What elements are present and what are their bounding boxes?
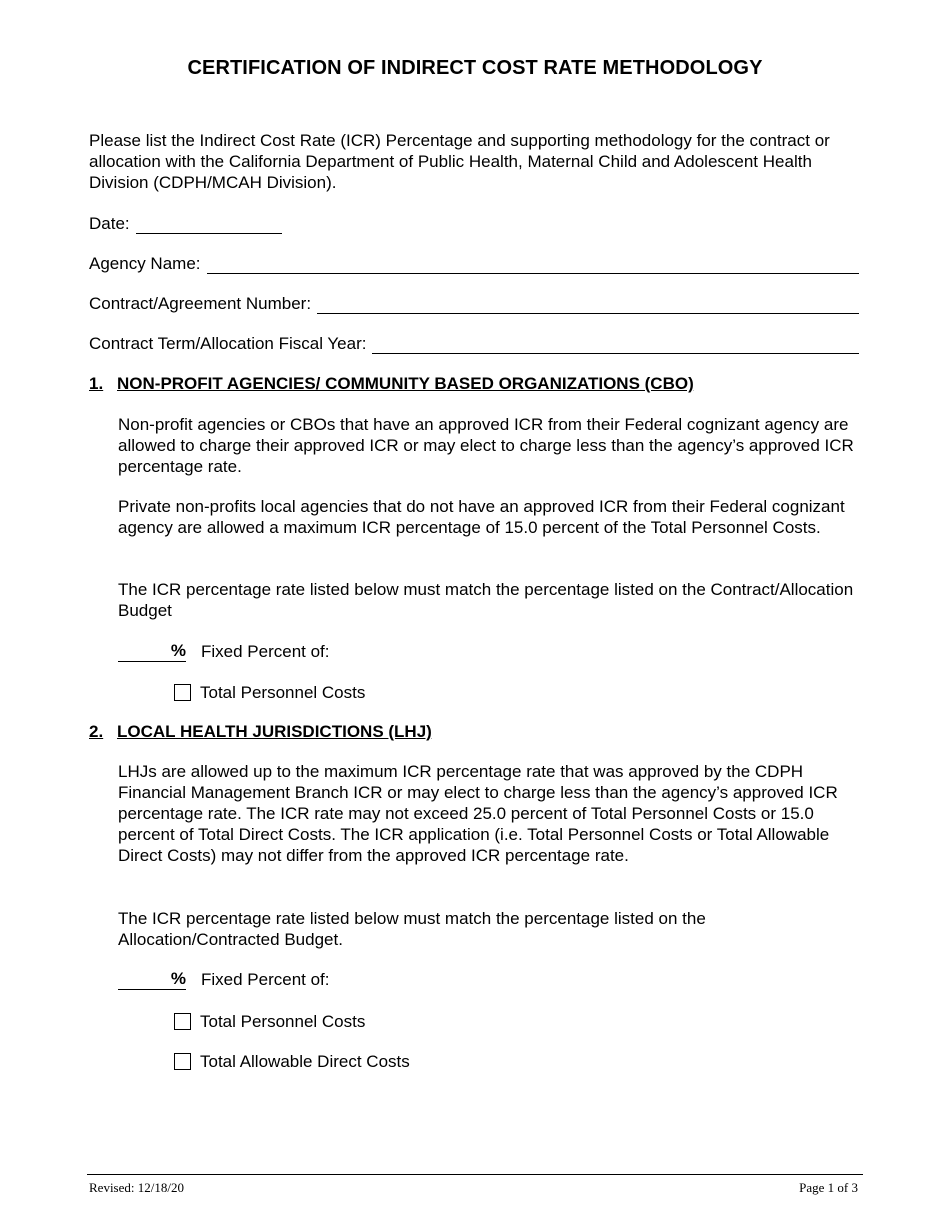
- date-field[interactable]: [136, 215, 282, 234]
- footer-page-number: Page 1 of 3: [799, 1180, 858, 1195]
- section-1-percent-row: [118, 640, 330, 662]
- section-1-personnel-label: Total Personnel Costs: [200, 682, 366, 702]
- section-1-option-personnel: [174, 681, 365, 703]
- contract-number-label: Contract/Agreement Number:: [89, 294, 312, 313]
- contract-number-field[interactable]: [317, 295, 859, 314]
- section-2-personnel-checkbox[interactable]: [174, 1013, 191, 1030]
- section-1-fixed-percent-label: Fixed Percent of:: [201, 642, 330, 661]
- section-2-option-direct-costs: [174, 1050, 410, 1072]
- section-2-percent-field[interactable]: %: [118, 968, 186, 990]
- term-field-row: [89, 332, 859, 354]
- section-1-paragraph-1: Non-profit agencies or CBOs that have an approved ICR from their Federal cognizant agency are allowed to charge their approved ICR or may elect to charge less than the agency’s approved ICR percentage rate.: [118, 415, 854, 476]
- page-title: CERTIFICATION OF INDIRECT COST RATE METHODOLOGY: [187, 57, 763, 79]
- contract-term-label: Contract Term/Allocation Fiscal Year:: [89, 334, 367, 353]
- section-2-number: 2.: [89, 722, 104, 741]
- section-2-fixed-percent-label: Fixed Percent of:: [201, 970, 330, 989]
- section-2-heading: [89, 721, 859, 742]
- section-2-direct-costs-checkbox[interactable]: [174, 1053, 191, 1070]
- section-2-personnel-label: Total Personnel Costs: [200, 1011, 366, 1031]
- footer-revised-date: Revised: 12/18/20: [89, 1180, 184, 1195]
- section-2-percent-row: [118, 968, 330, 990]
- section-2-option-personnel: [174, 1010, 365, 1032]
- section-1-percent-field[interactable]: %: [118, 640, 186, 662]
- section-1-heading: [89, 373, 859, 394]
- contract-term-field[interactable]: [372, 335, 859, 354]
- section-2-paragraph-2: The ICR percentage rate listed below must match the percentage listed on the Allocation/Contracted Budget.: [118, 909, 706, 949]
- section-2-title: LOCAL HEALTH JURISDICTIONS (LHJ): [117, 722, 432, 741]
- section-2-paragraph-1: LHJs are allowed up to the maximum ICR percentage rate that was approved by the CDPH Financial Management Branch ICR or may elect to charge less than the agency’s approved ICR percentage rate. The ICR rate may not exceed 25.0 percent of Total Personnel Costs or 15.0 percent of Total Direct Costs. The ICR application (i.e. Total Personnel Costs or Total Allowable Direct Costs) may not differ from the approved ICR percentage rate.: [118, 762, 838, 865]
- section-1-paragraph-2: Private non-profits local agencies that do not have an approved ICR from their Federal cognizant agency are allowed a maximum ICR percentage of 15.0 percent of the Total Personnel Costs.: [118, 497, 845, 537]
- section-1-title: NON-PROFIT AGENCIES/ COMMUNITY BASED ORGANIZATIONS (CBO): [117, 374, 694, 393]
- contract-field-row: [89, 292, 859, 314]
- agency-field-row: [89, 252, 859, 274]
- agency-name-label: Agency Name:: [89, 254, 201, 273]
- date-field-row: [89, 212, 859, 234]
- section-2-direct-costs-label: Total Allowable Direct Costs: [200, 1051, 410, 1071]
- section-1-paragraph-3: The ICR percentage rate listed below must match the percentage listed on the Contract/Allocation Budget: [118, 580, 854, 620]
- footer-divider: [87, 1174, 863, 1175]
- agency-name-field[interactable]: [207, 255, 860, 274]
- section-1-personnel-checkbox[interactable]: [174, 684, 191, 701]
- date-label: Date:: [89, 214, 130, 233]
- intro-paragraph: Please list the Indirect Cost Rate (ICR) Percentage and supporting methodology for the contract or allocation with the California Department of Public Health, Maternal Child and Adolescent Health Division (CDPH/MCAH Division).: [89, 131, 830, 192]
- section-1-number: 1.: [89, 374, 104, 393]
